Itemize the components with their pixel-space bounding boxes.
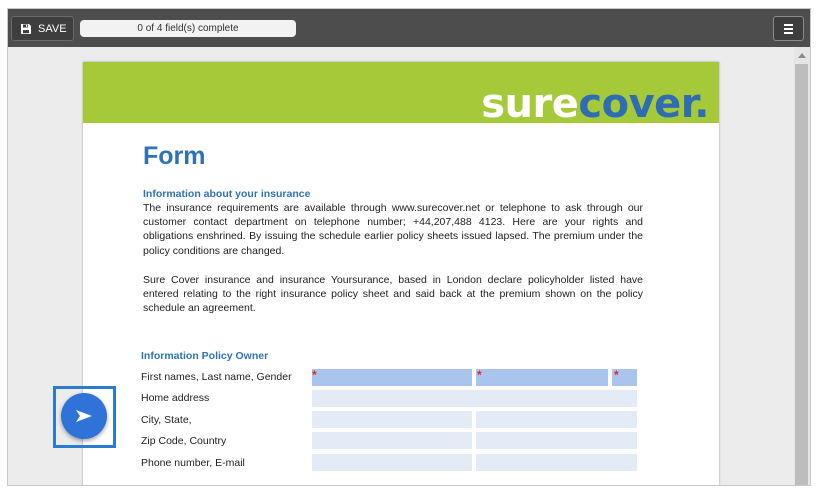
label-home-address: Home address: [141, 392, 210, 404]
phone-number-field[interactable]: [312, 454, 472, 471]
menu-button[interactable]: [773, 16, 804, 41]
country-field[interactable]: [476, 432, 637, 449]
section-heading-insurance-info: Information about your insurance: [143, 188, 311, 200]
vertical-scrollbar[interactable]: [794, 47, 810, 486]
completion-status: 0 of 4 field(s) complete: [80, 20, 296, 37]
insurance-info-paragraph: The insurance requirements are available through www.surecover.net or telephone to ask through our customer contact department on telephone number; +44,207,488 4123. Here are your rights and obligations enshrined. By issuing the schedule earlier policy sheets issued lapsed. The premium under the policy conditions are changed.: [143, 202, 643, 257]
next-field-arrow-icon: [75, 409, 93, 423]
last-name-field[interactable]: [476, 369, 608, 386]
document-viewport[interactable]: [8, 47, 794, 486]
label-city-state: City, State,: [141, 414, 192, 426]
home-address-field[interactable]: [312, 390, 637, 407]
floppy-disk-icon: [20, 23, 32, 35]
document-page: [83, 62, 719, 486]
next-field-button[interactable]: [61, 393, 107, 439]
hamburger-menu-icon: [784, 24, 793, 26]
zip-code-field[interactable]: [312, 432, 472, 449]
required-marker: *: [614, 368, 619, 382]
scroll-up-arrow-icon[interactable]: [798, 53, 806, 58]
save-button-label: SAVE: [38, 22, 67, 35]
label-name-gender: First names, Last name, Gender: [141, 371, 292, 383]
label-phone-email: Phone number, E-mail: [141, 457, 245, 469]
first-last-name-field[interactable]: [312, 369, 472, 386]
agreement-paragraph: Sure Cover insurance and insurance Yoursurance, based in London declare policyholder listed have entered relating to the right insurance policy sheet and said back at the premium shown on the policy schedule an agreement.: [143, 274, 643, 315]
required-marker: *: [477, 368, 482, 382]
form-title: Form: [143, 142, 206, 170]
save-button[interactable]: [11, 16, 74, 41]
header-banner: [83, 62, 719, 127]
toolbar: [8, 9, 810, 47]
pdf-form-viewer: [7, 8, 811, 486]
label-zip-country: Zip Code, Country: [141, 435, 227, 447]
email-field[interactable]: [476, 454, 637, 471]
city-field[interactable]: [312, 411, 472, 428]
section-heading-policy-owner: Information Policy Owner: [141, 350, 269, 362]
required-marker: *: [312, 368, 317, 382]
surecover-logo: surecover.: [481, 81, 709, 127]
state-field[interactable]: [476, 411, 637, 428]
scrollbar-thumb[interactable]: [795, 64, 808, 486]
